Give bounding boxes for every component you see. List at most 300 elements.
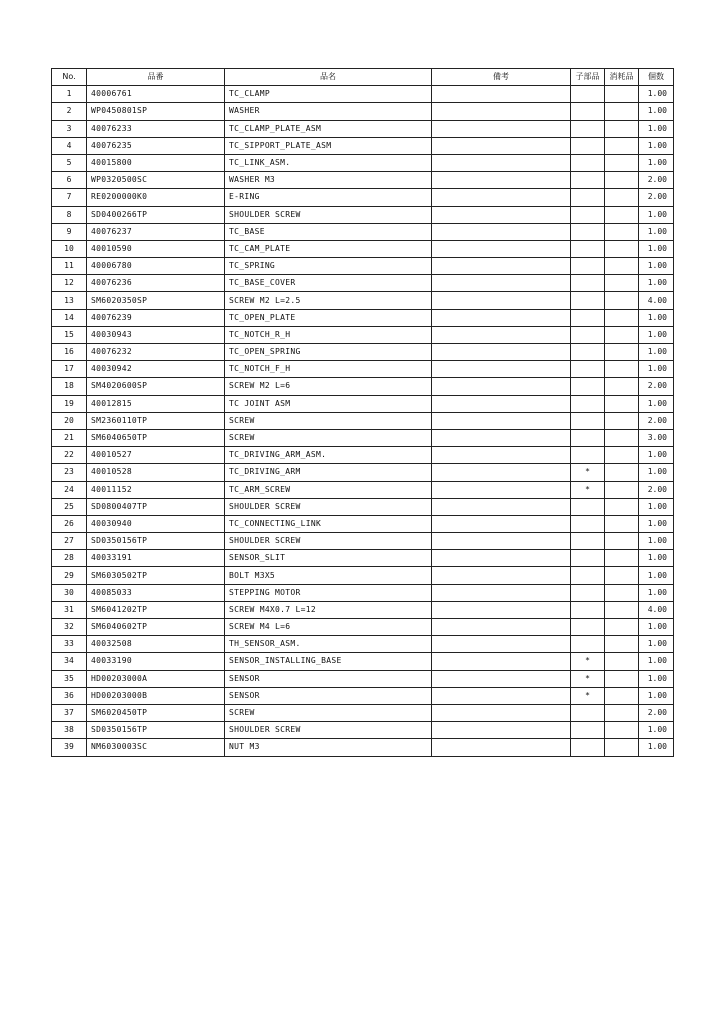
- cell-quantity: 1.00: [639, 240, 674, 257]
- table-row: [52, 498, 674, 515]
- cell-quantity: 1.00: [639, 223, 674, 240]
- cell-quantity: 1.00: [639, 636, 674, 653]
- cell-no: 12: [52, 275, 87, 292]
- cell-part-name: BOLT M3X5: [225, 567, 432, 584]
- cell-part-name: SCREW M2 L=6: [225, 378, 432, 395]
- cell-part-number: 40011152: [87, 481, 225, 498]
- cell-part-name: WASHER M3: [225, 172, 432, 189]
- cell-part-number: 40015800: [87, 154, 225, 171]
- cell-child-part: [571, 292, 605, 309]
- cell-consumable: [605, 120, 639, 137]
- cell-no: 18: [52, 378, 87, 395]
- cell-consumable: [605, 429, 639, 446]
- parts-list-table: [51, 68, 674, 757]
- cell-remarks: [432, 189, 571, 206]
- cell-quantity: 1.00: [639, 653, 674, 670]
- cell-part-number: SM6040602TP: [87, 619, 225, 636]
- cell-part-name: SENSOR_INSTALLING_BASE: [225, 653, 432, 670]
- cell-consumable: [605, 619, 639, 636]
- table-header-row: [52, 69, 674, 86]
- cell-part-name: TC_ARM_SCREW: [225, 481, 432, 498]
- cell-consumable: [605, 498, 639, 515]
- table-row: [52, 395, 674, 412]
- cell-child-part: *: [571, 464, 605, 481]
- cell-part-name: TC_NOTCH_R_H: [225, 326, 432, 343]
- cell-consumable: [605, 258, 639, 275]
- cell-remarks: [432, 481, 571, 498]
- cell-consumable: [605, 189, 639, 206]
- cell-part-number: 40010590: [87, 240, 225, 257]
- table-row: [52, 515, 674, 532]
- cell-part-name: SHOULDER SCREW: [225, 533, 432, 550]
- cell-quantity: 2.00: [639, 481, 674, 498]
- cell-consumable: [605, 636, 639, 653]
- cell-part-number: 40033190: [87, 653, 225, 670]
- cell-part-number: SM4020600SP: [87, 378, 225, 395]
- cell-part-number: SM6041202TP: [87, 601, 225, 618]
- cell-consumable: [605, 739, 639, 756]
- cell-child-part: [571, 429, 605, 446]
- cell-remarks: [432, 378, 571, 395]
- cell-remarks: [432, 344, 571, 361]
- cell-no: 11: [52, 258, 87, 275]
- cell-consumable: [605, 584, 639, 601]
- cell-child-part: [571, 189, 605, 206]
- cell-quantity: 4.00: [639, 601, 674, 618]
- cell-quantity: 1.00: [639, 206, 674, 223]
- cell-no: 23: [52, 464, 87, 481]
- cell-part-name: TC JOINT ASM: [225, 395, 432, 412]
- cell-no: 13: [52, 292, 87, 309]
- cell-child-part: [571, 395, 605, 412]
- cell-remarks: [432, 86, 571, 103]
- cell-part-number: 40076235: [87, 137, 225, 154]
- cell-no: 6: [52, 172, 87, 189]
- cell-part-name: TC_SPRING: [225, 258, 432, 275]
- cell-no: 7: [52, 189, 87, 206]
- cell-part-number: SM2360110TP: [87, 412, 225, 429]
- table-row: [52, 103, 674, 120]
- cell-quantity: 1.00: [639, 687, 674, 704]
- cell-no: 19: [52, 395, 87, 412]
- cell-quantity: 3.00: [639, 429, 674, 446]
- cell-remarks: [432, 447, 571, 464]
- cell-part-number: 40076236: [87, 275, 225, 292]
- header-remarks: 備考: [432, 69, 571, 86]
- cell-part-number: 40030942: [87, 361, 225, 378]
- cell-remarks: [432, 395, 571, 412]
- cell-part-number: 40010528: [87, 464, 225, 481]
- cell-consumable: [605, 533, 639, 550]
- cell-part-name: SENSOR_SLIT: [225, 550, 432, 567]
- cell-part-name: TC_SIPPORT_PLATE_ASM: [225, 137, 432, 154]
- cell-no: 36: [52, 687, 87, 704]
- cell-consumable: [605, 601, 639, 618]
- table-row: [52, 739, 674, 756]
- cell-part-name: TC_DRIVING_ARM: [225, 464, 432, 481]
- cell-remarks: [432, 240, 571, 257]
- cell-remarks: [432, 292, 571, 309]
- header-part-number: 品番: [87, 69, 225, 86]
- cell-part-name: TC_BASE_COVER: [225, 275, 432, 292]
- cell-child-part: [571, 258, 605, 275]
- cell-child-part: [571, 567, 605, 584]
- cell-part-number: SM6020350SP: [87, 292, 225, 309]
- cell-child-part: [571, 550, 605, 567]
- cell-child-part: [571, 172, 605, 189]
- cell-part-number: SM6020450TP: [87, 704, 225, 721]
- cell-part-name: TC_LINK_ASM.: [225, 154, 432, 171]
- cell-quantity: 1.00: [639, 103, 674, 120]
- cell-remarks: [432, 515, 571, 532]
- cell-remarks: [432, 464, 571, 481]
- cell-child-part: [571, 120, 605, 137]
- table-row: [52, 533, 674, 550]
- table-row: [52, 412, 674, 429]
- cell-quantity: 2.00: [639, 378, 674, 395]
- cell-child-part: [571, 309, 605, 326]
- cell-child-part: [571, 722, 605, 739]
- cell-remarks: [432, 653, 571, 670]
- cell-child-part: [571, 515, 605, 532]
- cell-part-name: TC_DRIVING_ARM_ASM.: [225, 447, 432, 464]
- cell-remarks: [432, 567, 571, 584]
- cell-part-name: SCREW M4 L=6: [225, 619, 432, 636]
- cell-remarks: [432, 687, 571, 704]
- cell-part-name: TC_CAM_PLATE: [225, 240, 432, 257]
- cell-no: 32: [52, 619, 87, 636]
- cell-child-part: [571, 704, 605, 721]
- table-row: [52, 687, 674, 704]
- cell-remarks: [432, 704, 571, 721]
- cell-remarks: [432, 584, 571, 601]
- cell-consumable: [605, 395, 639, 412]
- cell-consumable: [605, 154, 639, 171]
- cell-quantity: 1.00: [639, 739, 674, 756]
- cell-child-part: [571, 412, 605, 429]
- table-row: [52, 120, 674, 137]
- cell-remarks: [432, 619, 571, 636]
- cell-consumable: [605, 481, 639, 498]
- cell-part-name: SCREW M2 L=2.5: [225, 292, 432, 309]
- cell-remarks: [432, 120, 571, 137]
- cell-quantity: 1.00: [639, 584, 674, 601]
- cell-quantity: 1.00: [639, 258, 674, 275]
- cell-consumable: [605, 687, 639, 704]
- cell-part-number: HD00203000B: [87, 687, 225, 704]
- cell-no: 37: [52, 704, 87, 721]
- table-row: [52, 223, 674, 240]
- cell-consumable: [605, 223, 639, 240]
- cell-part-name: E-RING: [225, 189, 432, 206]
- cell-child-part: [571, 275, 605, 292]
- table-row: [52, 189, 674, 206]
- cell-remarks: [432, 533, 571, 550]
- cell-part-number: 40033191: [87, 550, 225, 567]
- cell-remarks: [432, 722, 571, 739]
- cell-child-part: [571, 344, 605, 361]
- cell-quantity: 1.00: [639, 395, 674, 412]
- table-row: [52, 206, 674, 223]
- cell-no: 24: [52, 481, 87, 498]
- cell-part-name: SCREW: [225, 429, 432, 446]
- cell-child-part: *: [571, 687, 605, 704]
- table-row: [52, 601, 674, 618]
- cell-no: 21: [52, 429, 87, 446]
- cell-consumable: [605, 653, 639, 670]
- table-body: [52, 86, 674, 756]
- cell-remarks: [432, 550, 571, 567]
- cell-consumable: [605, 515, 639, 532]
- cell-part-name: SHOULDER SCREW: [225, 498, 432, 515]
- cell-part-number: SD0350156TP: [87, 722, 225, 739]
- cell-no: 30: [52, 584, 87, 601]
- cell-no: 27: [52, 533, 87, 550]
- header-consumable: 消耗品: [605, 69, 639, 86]
- cell-consumable: [605, 550, 639, 567]
- cell-part-number: HD00203000A: [87, 670, 225, 687]
- cell-quantity: 2.00: [639, 172, 674, 189]
- cell-no: 5: [52, 154, 87, 171]
- cell-consumable: [605, 326, 639, 343]
- cell-part-number: 40076232: [87, 344, 225, 361]
- cell-quantity: 1.00: [639, 464, 674, 481]
- cell-part-number: WP0450801SP: [87, 103, 225, 120]
- cell-no: 10: [52, 240, 87, 257]
- header-no: No.: [52, 69, 87, 86]
- cell-no: 3: [52, 120, 87, 137]
- cell-consumable: [605, 567, 639, 584]
- cell-part-name: SHOULDER SCREW: [225, 722, 432, 739]
- table-row: [52, 344, 674, 361]
- cell-remarks: [432, 601, 571, 618]
- cell-consumable: [605, 309, 639, 326]
- cell-part-name: SCREW: [225, 412, 432, 429]
- cell-remarks: [432, 636, 571, 653]
- cell-part-number: SM6030502TP: [87, 567, 225, 584]
- cell-part-number: 40010527: [87, 447, 225, 464]
- table-row: [52, 670, 674, 687]
- cell-quantity: 1.00: [639, 361, 674, 378]
- table-row: [52, 172, 674, 189]
- cell-part-number: 40076233: [87, 120, 225, 137]
- cell-consumable: [605, 361, 639, 378]
- cell-no: 1: [52, 86, 87, 103]
- cell-quantity: 1.00: [639, 670, 674, 687]
- cell-remarks: [432, 429, 571, 446]
- cell-no: 35: [52, 670, 87, 687]
- table-row: [52, 619, 674, 636]
- table-row: [52, 326, 674, 343]
- cell-part-name: TC_CLAMP: [225, 86, 432, 103]
- cell-child-part: [571, 636, 605, 653]
- cell-remarks: [432, 154, 571, 171]
- cell-no: 26: [52, 515, 87, 532]
- cell-child-part: [571, 361, 605, 378]
- cell-child-part: *: [571, 653, 605, 670]
- cell-quantity: 2.00: [639, 704, 674, 721]
- cell-part-name: TC_OPEN_PLATE: [225, 309, 432, 326]
- cell-remarks: [432, 172, 571, 189]
- table-row: [52, 240, 674, 257]
- cell-child-part: [571, 584, 605, 601]
- cell-part-number: 40032508: [87, 636, 225, 653]
- cell-part-name: WASHER: [225, 103, 432, 120]
- cell-no: 39: [52, 739, 87, 756]
- cell-quantity: 1.00: [639, 447, 674, 464]
- cell-part-name: TC_OPEN_SPRING: [225, 344, 432, 361]
- cell-no: 28: [52, 550, 87, 567]
- cell-quantity: 1.00: [639, 154, 674, 171]
- cell-no: 31: [52, 601, 87, 618]
- cell-child-part: [571, 326, 605, 343]
- cell-consumable: [605, 447, 639, 464]
- table-row: [52, 292, 674, 309]
- cell-no: 8: [52, 206, 87, 223]
- cell-child-part: [571, 86, 605, 103]
- cell-child-part: [571, 137, 605, 154]
- table-row: [52, 567, 674, 584]
- cell-part-number: 40030943: [87, 326, 225, 343]
- cell-no: 16: [52, 344, 87, 361]
- cell-quantity: 1.00: [639, 120, 674, 137]
- header-quantity: 個数: [639, 69, 674, 86]
- cell-part-name: TC_CLAMP_PLATE_ASM: [225, 120, 432, 137]
- cell-part-name: SENSOR: [225, 687, 432, 704]
- cell-child-part: [571, 601, 605, 618]
- cell-quantity: 2.00: [639, 412, 674, 429]
- cell-quantity: 1.00: [639, 619, 674, 636]
- cell-consumable: [605, 103, 639, 120]
- header-child-part: 子部品: [571, 69, 605, 86]
- cell-consumable: [605, 704, 639, 721]
- cell-quantity: 1.00: [639, 86, 674, 103]
- cell-part-number: 40085033: [87, 584, 225, 601]
- cell-quantity: 1.00: [639, 550, 674, 567]
- cell-child-part: [571, 533, 605, 550]
- cell-part-name: TC_BASE: [225, 223, 432, 240]
- cell-consumable: [605, 378, 639, 395]
- cell-no: 20: [52, 412, 87, 429]
- cell-no: 9: [52, 223, 87, 240]
- table-row: [52, 704, 674, 721]
- cell-no: 4: [52, 137, 87, 154]
- cell-quantity: 1.00: [639, 275, 674, 292]
- cell-consumable: [605, 722, 639, 739]
- cell-part-number: NM6030003SC: [87, 739, 225, 756]
- cell-remarks: [432, 412, 571, 429]
- cell-child-part: [571, 447, 605, 464]
- cell-no: 33: [52, 636, 87, 653]
- cell-part-number: WP0320500SC: [87, 172, 225, 189]
- cell-child-part: [571, 378, 605, 395]
- table-row: [52, 258, 674, 275]
- cell-part-name: TC_CONNECTING_LINK: [225, 515, 432, 532]
- cell-part-number: SD0350156TP: [87, 533, 225, 550]
- table-row: [52, 653, 674, 670]
- cell-part-name: SCREW M4X0.7 L=12: [225, 601, 432, 618]
- cell-child-part: [571, 739, 605, 756]
- table-row: [52, 584, 674, 601]
- cell-quantity: 4.00: [639, 292, 674, 309]
- cell-quantity: 2.00: [639, 189, 674, 206]
- cell-child-part: [571, 240, 605, 257]
- cell-remarks: [432, 739, 571, 756]
- cell-no: 17: [52, 361, 87, 378]
- cell-consumable: [605, 344, 639, 361]
- cell-child-part: *: [571, 670, 605, 687]
- table-row: [52, 154, 674, 171]
- table-row: [52, 309, 674, 326]
- cell-remarks: [432, 670, 571, 687]
- cell-child-part: [571, 103, 605, 120]
- cell-remarks: [432, 137, 571, 154]
- cell-quantity: 1.00: [639, 137, 674, 154]
- cell-child-part: [571, 619, 605, 636]
- cell-part-name: SENSOR: [225, 670, 432, 687]
- cell-consumable: [605, 275, 639, 292]
- table-row: [52, 481, 674, 498]
- cell-part-number: 40012815: [87, 395, 225, 412]
- cell-no: 25: [52, 498, 87, 515]
- cell-no: 34: [52, 653, 87, 670]
- table-row: [52, 137, 674, 154]
- cell-part-name: TC_NOTCH_F_H: [225, 361, 432, 378]
- cell-remarks: [432, 361, 571, 378]
- cell-child-part: [571, 223, 605, 240]
- cell-quantity: 1.00: [639, 309, 674, 326]
- table-row: [52, 429, 674, 446]
- cell-consumable: [605, 206, 639, 223]
- cell-quantity: 1.00: [639, 344, 674, 361]
- cell-remarks: [432, 275, 571, 292]
- table-row: [52, 86, 674, 103]
- cell-child-part: [571, 154, 605, 171]
- cell-consumable: [605, 412, 639, 429]
- cell-part-number: 40076239: [87, 309, 225, 326]
- cell-child-part: *: [571, 481, 605, 498]
- cell-consumable: [605, 292, 639, 309]
- cell-remarks: [432, 206, 571, 223]
- cell-consumable: [605, 172, 639, 189]
- cell-part-number: 40076237: [87, 223, 225, 240]
- cell-no: 2: [52, 103, 87, 120]
- cell-part-name: SCREW: [225, 704, 432, 721]
- table-row: [52, 361, 674, 378]
- cell-quantity: 1.00: [639, 533, 674, 550]
- cell-consumable: [605, 464, 639, 481]
- cell-part-name: SHOULDER SCREW: [225, 206, 432, 223]
- cell-no: 38: [52, 722, 87, 739]
- table-row: [52, 722, 674, 739]
- cell-quantity: 1.00: [639, 515, 674, 532]
- cell-remarks: [432, 223, 571, 240]
- cell-remarks: [432, 103, 571, 120]
- cell-no: 14: [52, 309, 87, 326]
- cell-no: 29: [52, 567, 87, 584]
- cell-remarks: [432, 258, 571, 275]
- table-row: [52, 275, 674, 292]
- cell-no: 22: [52, 447, 87, 464]
- cell-part-number: SD0800407TP: [87, 498, 225, 515]
- cell-consumable: [605, 240, 639, 257]
- table-row: [52, 550, 674, 567]
- cell-consumable: [605, 670, 639, 687]
- cell-quantity: 1.00: [639, 326, 674, 343]
- cell-part-name: TH_SENSOR_ASM.: [225, 636, 432, 653]
- cell-child-part: [571, 498, 605, 515]
- cell-remarks: [432, 498, 571, 515]
